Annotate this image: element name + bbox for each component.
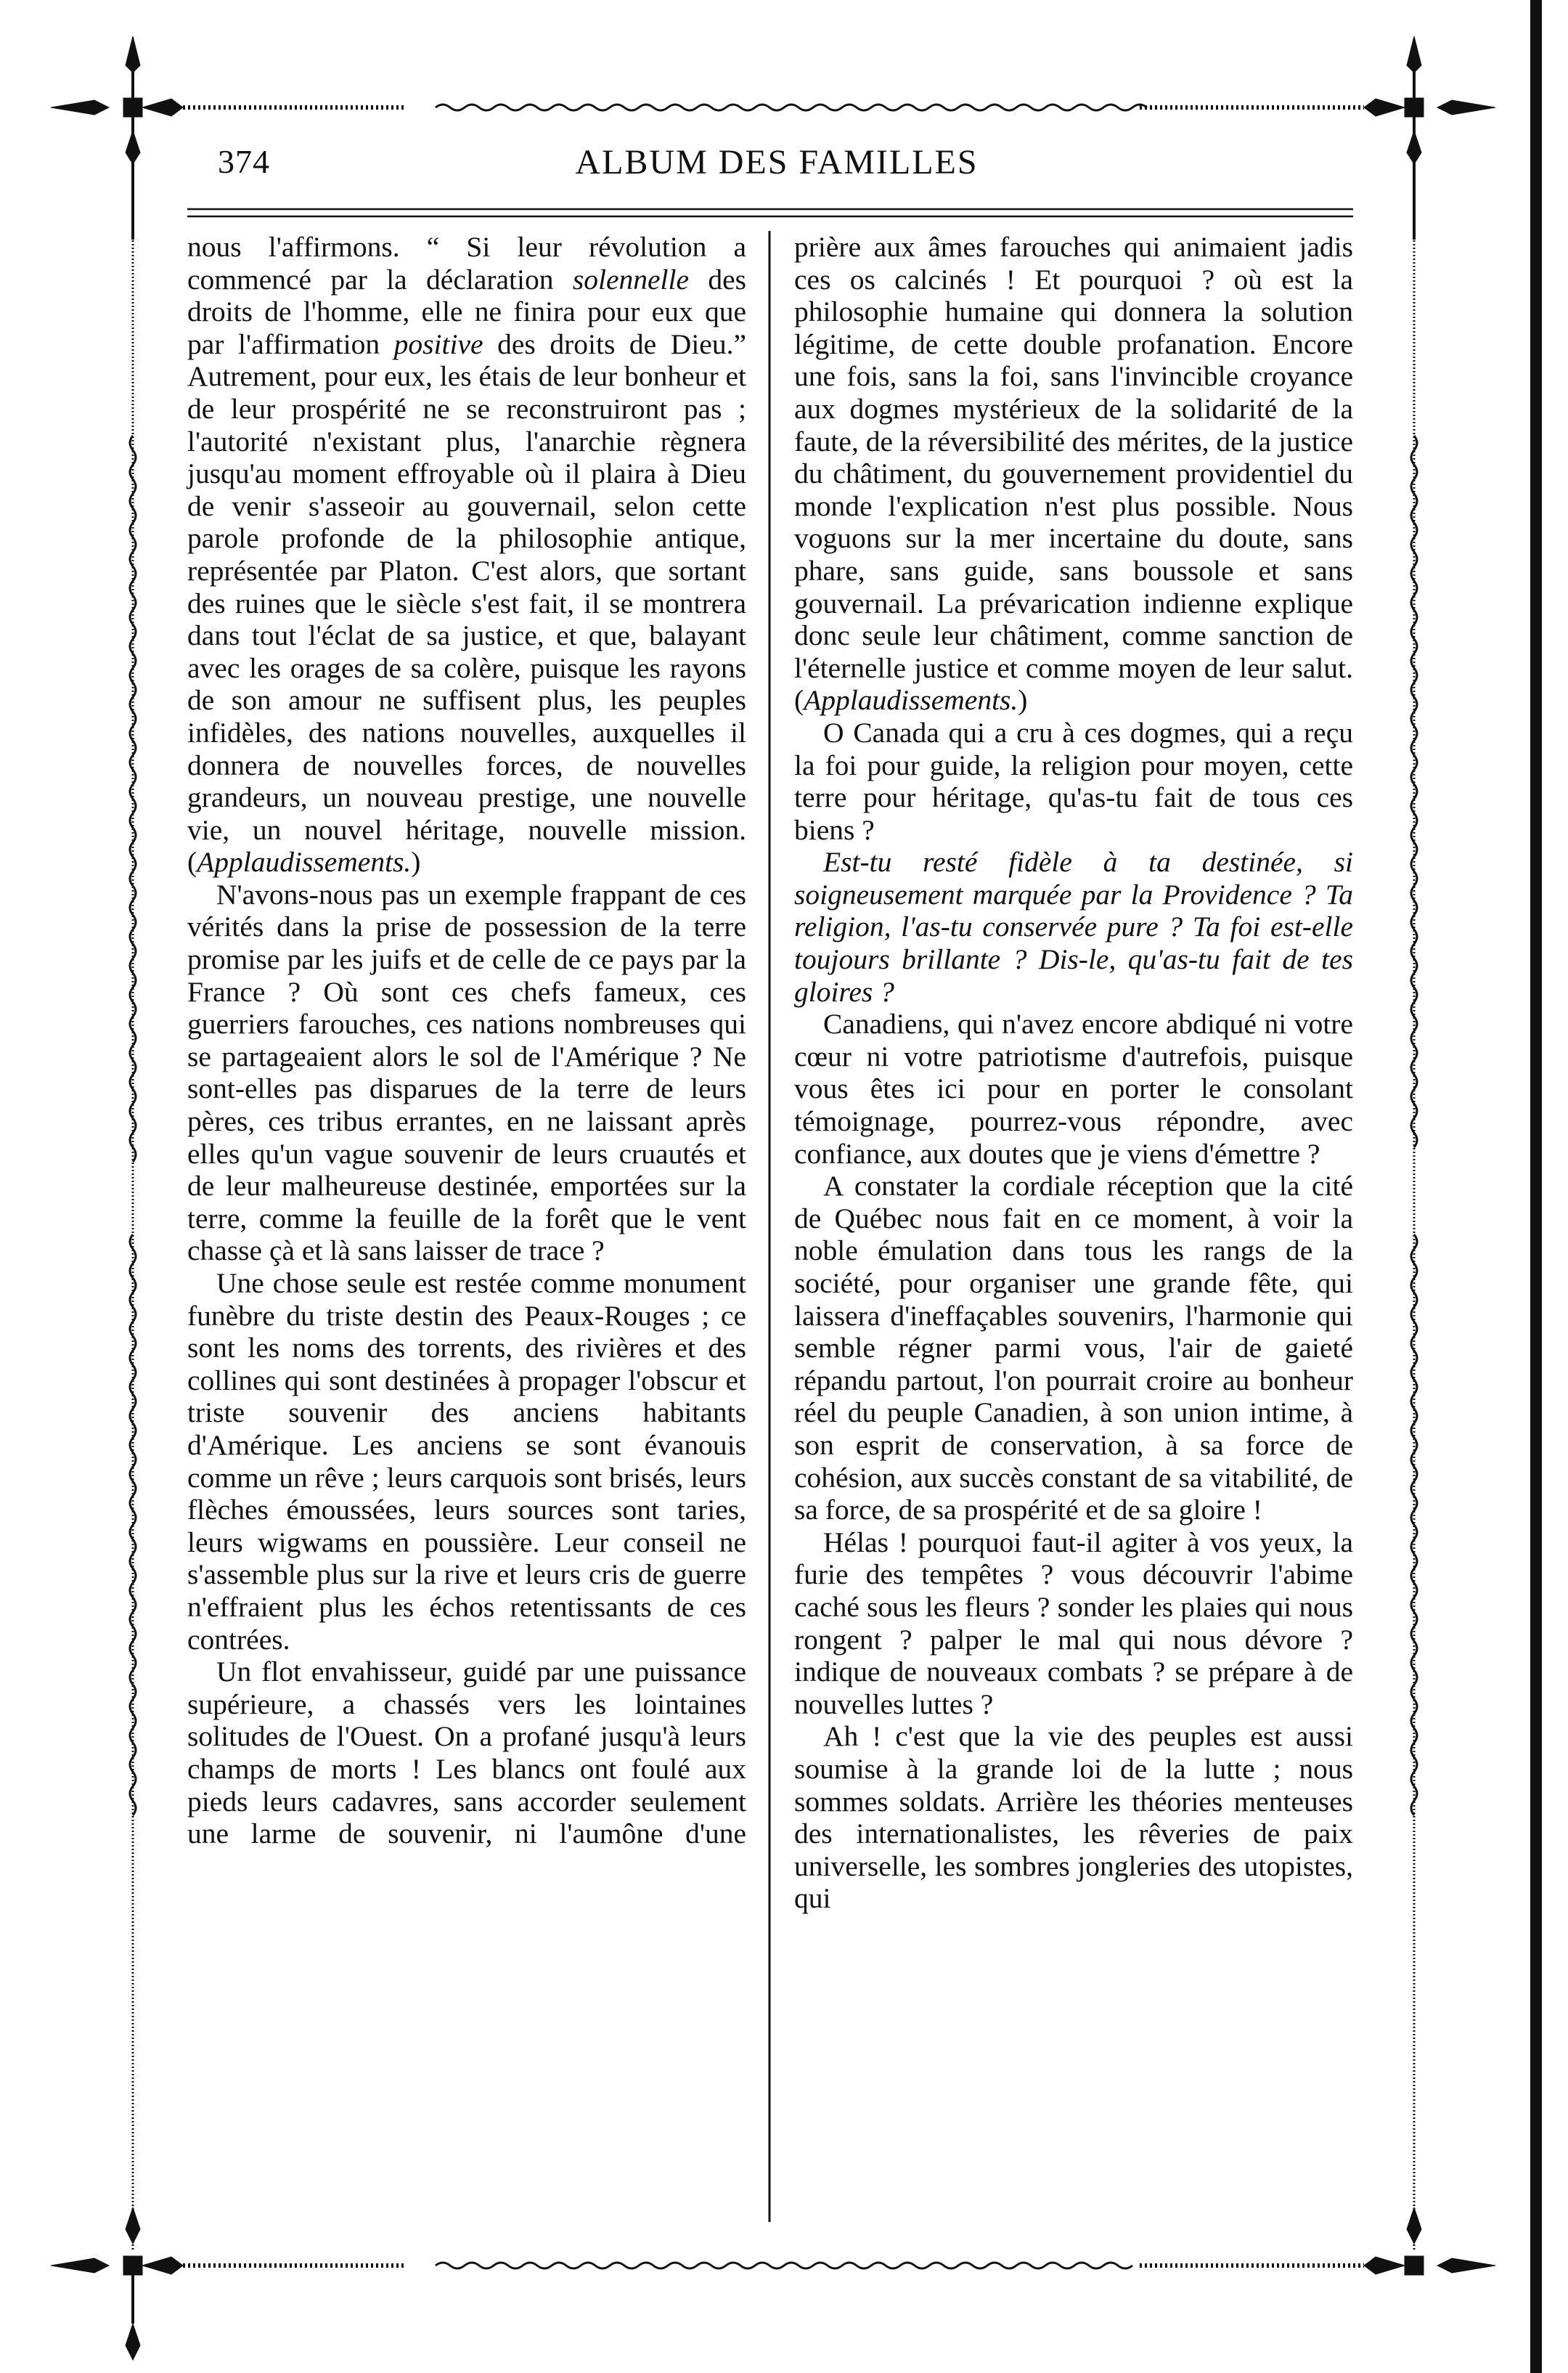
corner-ornament-bottom-right <box>1364 2207 1495 2275</box>
page-edge-shadow <box>1530 0 1542 2373</box>
emphasis: positive <box>393 327 483 360</box>
emphasis: Applaudissements. <box>197 846 412 879</box>
left-column <box>187 231 746 2322</box>
paragraph: Un flot envahisseur, guidé par une puissance supérieure, a chassés vers les lointaines solitudes de l'Ouest. On a profané jusqu'à leurs champs de morts ! Les blancs ont foulé aux pieds leurs cadavres, sans accorder seulement une larme de souvenir, ni l'aumône d'une <box>187 1656 746 1850</box>
paragraph-text: nous l'affirmons. “ Si leur révolution a commencé par la déclaration <box>187 231 746 296</box>
paragraph-text: ) <box>411 846 421 879</box>
corner-ornament-top-left <box>51 36 183 240</box>
corner-ornament-top-right <box>1364 36 1495 240</box>
paragraph: Une chose seule est restée comme monument funèbre du triste destin des Peaux-Rouges ; ce sont les noms des torrents, des rivières et des collines qui sont destinées à propager l'obscur et triste souvenir des anciens habitants d'Amérique. Les anciens se sont évanouis comme un rêve ; leurs carquois sont brisés, leurs flèches émoussées, leurs sources sont taries, leurs wigwams en poussière. Leur conseil ne s'assemble plus sur la rive et leurs cris de guerre n'effraient plus les échos retentissants de ces contrées. <box>187 1267 746 1656</box>
paragraph: Ah ! c'est que la vie des peuples est aussi soumise à la grande loi de la lutte ; nous sommes soldats. Arrière les théories menteuses des internationalistes, les rêveries de paix universelle, les sombres jongleries des utopistes, qui <box>794 1720 1353 1915</box>
paragraph-text: des droits de l'homme, elle ne finira pour eux que par l'affirmation <box>187 263 746 360</box>
corner-ornament-bottom-left <box>51 2207 183 2360</box>
running-title: ALBUM DES FAMILLES <box>575 143 979 182</box>
paragraph: Canadiens, qui n'avez encore abdiqué ni votre cœur ni votre patriotisme d'autrefois, puisque vous êtes ici pour en porter le consolant témoignage, pourrez-vous répondre, avec confiance, aux doutes que je viens d'émettre ? <box>794 1008 1353 1170</box>
paragraph-text: ) <box>1018 684 1028 717</box>
paragraph <box>794 231 1353 717</box>
emphasis: Est-tu resté fidèle à ta destinée, si soigneusement marquée par la Providence ? Ta religion, l'as-tu conservée pure ? Ta foi est-elle toujours brillante ? Dis-le, qu'as-tu fait de tes gloires ? <box>794 846 1353 1008</box>
page-number: 374 <box>218 143 270 180</box>
left-border <box>130 164 136 2251</box>
emphasis: Applaudissements. <box>804 684 1018 717</box>
page-header <box>218 142 1336 193</box>
paragraph: O Canada qui a cru à ces dogmes, qui a reçu la foi pour guide, la religion pour moyen, cette terre pour héritage, qu'as-tu fait de tous ces biens ? <box>794 716 1353 846</box>
paragraph: Hélas ! pourquoi faut-il agiter à vos yeux, la furie des tempêtes ? vous découvrir l'abime caché sous les fleurs ? sonder les plaies qui nous rongent ? palper le mal qui nous dévore ? indique de nouveaux combats ? se prépare à de nouvelles luttes ? <box>794 1526 1353 1720</box>
header-rules <box>187 209 1353 216</box>
paragraph <box>187 231 746 879</box>
paragraph-text: des droits de Dieu.” Autrement, pour eux, les étais de leur bonheur et de leur prospérité ne se reconstruiront pas ; l'autorité n'existant plus, l'anarchie règnera jusqu'au moment effroyable où il plaira à Dieu de venir s'asseoir au gouvernail, selon cette parole profonde de la philosophie antique, représentée par Platon. C'est alors, que sortant des ruines que le siècle s'est fait, il se montrera dans tout l'éclat de sa justice, et que, balayant avec les orages de sa colère, puisque les rayons de son amour ne suffisent plus, les peuples infidèles, des nations nouvelles, auxquelles il donnera de nouvelles forces, de nouvelles grandeurs, un nouveau prestige, une nouvelle vie, un nouvel héritage, nouvelle mission. ( <box>187 327 746 879</box>
right-column <box>794 231 1353 2322</box>
paragraph: A constater la cordiale réception que la cité de Québec nous fait en ce moment, à voir la noble émulation dans tous les rangs de la société, pour organiser une grande fête, qui laissera d'ineffaçables souvenirs, l'harmonie qui semble régner parmi vous, l'air de gaieté répandu partout, l'on pourrait croire au bonheur réel du peuple Canadien, à son union intime, à son esprit de conservation, à sa force de cohésion, aux succès constant de sa vitabilité, de sa force, de sa prospérité et de sa gloire ! <box>794 1170 1353 1526</box>
paragraph: N'avons-nous pas un exemple frappant de ces vérités dans la prise de possession de la terre promise par les juifs et de celle de ce pays par la France ? Où sont ces chefs fameux, ces guerriers farouches, ces nations nombreuses qui se partageaient alors le sol de l'Amérique ? Ne sont-elles pas disparues de la terre de leurs pères, ces tribus errantes, en ne laissant après elles qu'un vague souvenir de leurs cruautés et de leur malheureuse destinée, emportées sur la terre, comme la feuille de la forêt que le vent chasse çà et là sans laisser de trace ? <box>187 878 746 1267</box>
right-border <box>1411 164 1417 2251</box>
paragraph-text: prière aux âmes farouches qui animaient jadis ces os calcinés ! Et pourquoi ? où est la philosophie humaine qui donnera la solution légitime, de cette double profanation. Encore une fois, sans la foi, sans l'invincible croyance aux dogmes mystérieux de la solidarité de la faute, de la réversibilité des mérites, de la justice du châtiment, du gouvernement providentiel du monde l'explication n'est plus possible. Nous voguons sur la mer incertaine du doute, sans phare, sans guide, sans boussole et sans gouvernail. La prévarication indienne explique donc seule leur châtiment, comme sanction de l'éternelle justice et comme moyen de leur salut. ( <box>794 231 1353 717</box>
emphasis: solennelle <box>572 263 689 296</box>
top-border <box>183 105 1364 110</box>
paragraph <box>794 846 1353 1008</box>
